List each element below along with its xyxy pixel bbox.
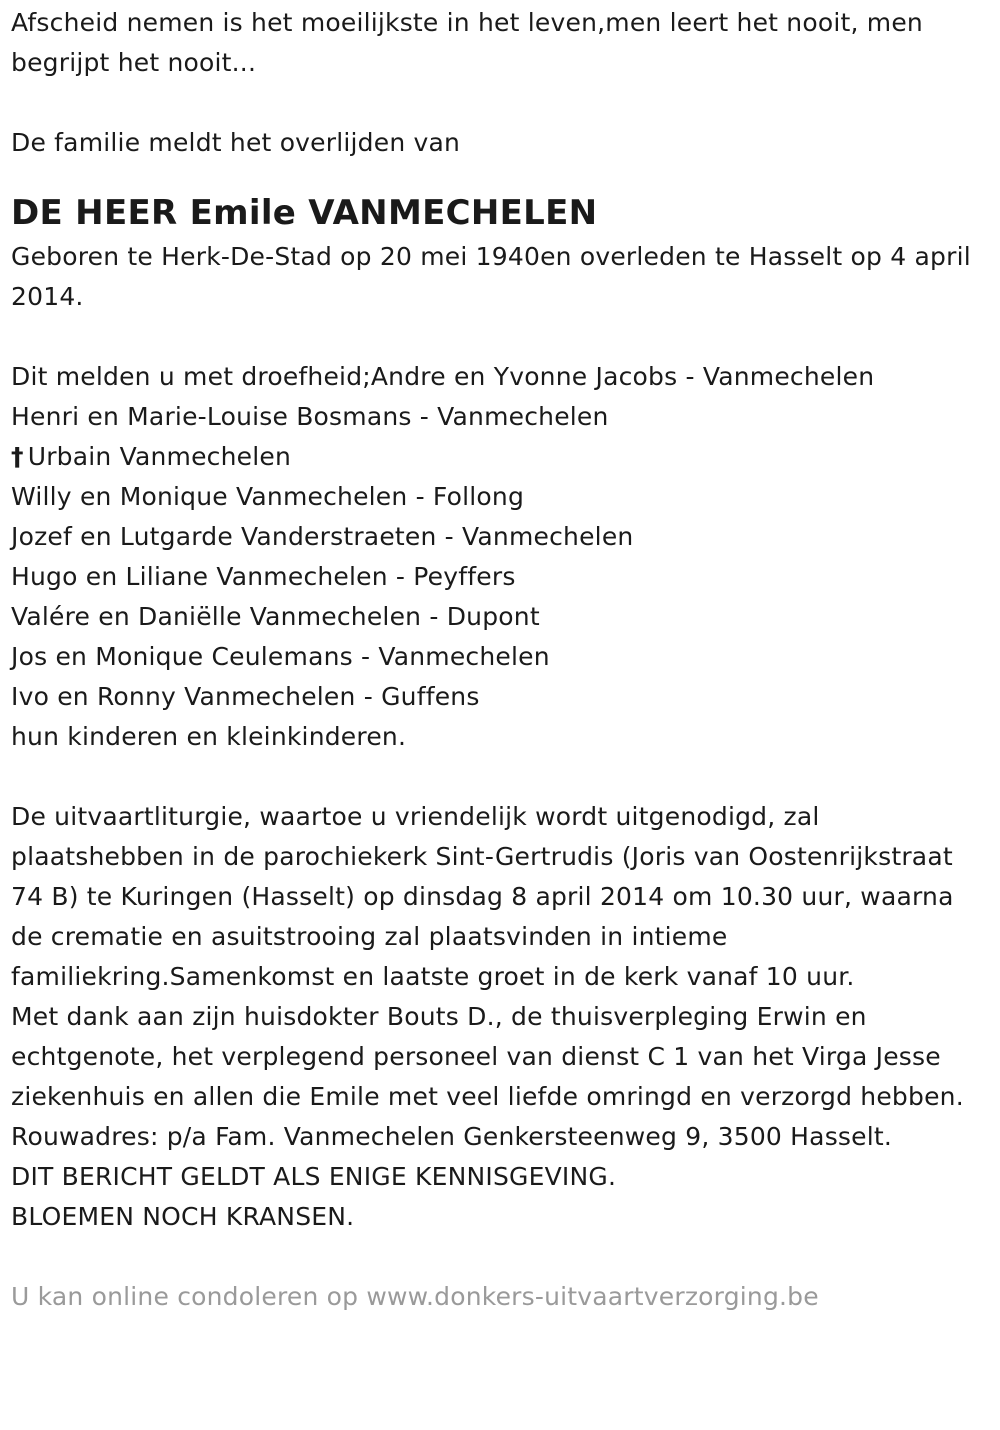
birth-death-text: Geboren te Herk-De-Stad op 20 mei 1940en overleden te Hasselt op 4 april 2014.: [11, 242, 971, 311]
online-condolence-footer: U kan online condoleren op www.donkers-uitvaartverzorging.be: [11, 1282, 819, 1311]
spacer: [11, 163, 986, 189]
cross-icon: †: [11, 442, 24, 471]
mourners-list: [11, 357, 986, 757]
spacer: [11, 83, 986, 123]
announcement-text: De familie meldt het overlijden van: [11, 128, 461, 157]
address-text: Rouwadres: p/a Fam. Vanmechelen Genkersteenweg 9, 3500 Hasselt.: [11, 1122, 893, 1151]
deceased-name: DE HEER Emile VANMECHELEN: [11, 193, 598, 233]
mourner-line: Henri en Marie-Louise Bosmans - Vanmechelen: [11, 402, 609, 431]
mourner-line: Valére en Daniëlle Vanmechelen - Dupont: [11, 602, 540, 631]
mourner-line: Jozef en Lutgarde Vanderstraeten - Vanmechelen: [11, 522, 634, 551]
thanks-text: Met dank aan zijn huisdokter Bouts D., de thuisverpleging Erwin en echtgenote, het verplegend personeel van dienst C 1 van het Virga Jesse ziekenhuis en allen die Emile met veel liefde omringd en verzorgd hebben.: [11, 1002, 964, 1111]
mourner-line: Jos en Monique Ceulemans - Vanmechelen: [11, 642, 550, 671]
funeral-info: De uitvaartliturgie, waartoe u vriendelijk wordt uitgenodigd, zal plaatshebben in de parochiekerk Sint-Gertrudis (Joris van Oostenrijkstraat 74 B) te Kuringen (Hasselt) op dinsdag 8 april 2014 om 10.30 uur, waarna de crematie en asuitstrooing zal plaatsvinden in intieme familiekring.Samenkomst en laatste groet in de kerk vanaf 10 uur.: [11, 802, 954, 991]
notice-no-flowers: BLOEMEN NOCH KRANSEN.: [11, 1202, 355, 1231]
mourner-line-deceased: [11, 437, 986, 477]
mourner-line: Ivo en Ronny Vanmechelen - Guffens: [11, 682, 480, 711]
spacer: [11, 1237, 986, 1277]
opening-quote: Afscheid nemen is het moeilijkste in het leven,men leert het nooit, men begrijpt het nooit...: [11, 8, 923, 77]
spacer: [11, 757, 986, 797]
spacer: [11, 317, 986, 357]
notice-only-announcement: DIT BERICHT GELDT ALS ENIGE KENNISGEVING.: [11, 1162, 617, 1191]
mourner-line: Hugo en Liliane Vanmechelen - Peyffers: [11, 562, 516, 591]
mourner-line: hun kinderen en kleinkinderen.: [11, 722, 407, 751]
mourner-line: Willy en Monique Vanmechelen - Follong: [11, 482, 525, 511]
mourners-intro: Dit melden u met droefheid;Andre en Yvonne Jacobs - Vanmechelen: [11, 362, 875, 391]
mourner-name: Urbain Vanmechelen: [27, 442, 292, 471]
obituary-document: [11, 3, 986, 1317]
